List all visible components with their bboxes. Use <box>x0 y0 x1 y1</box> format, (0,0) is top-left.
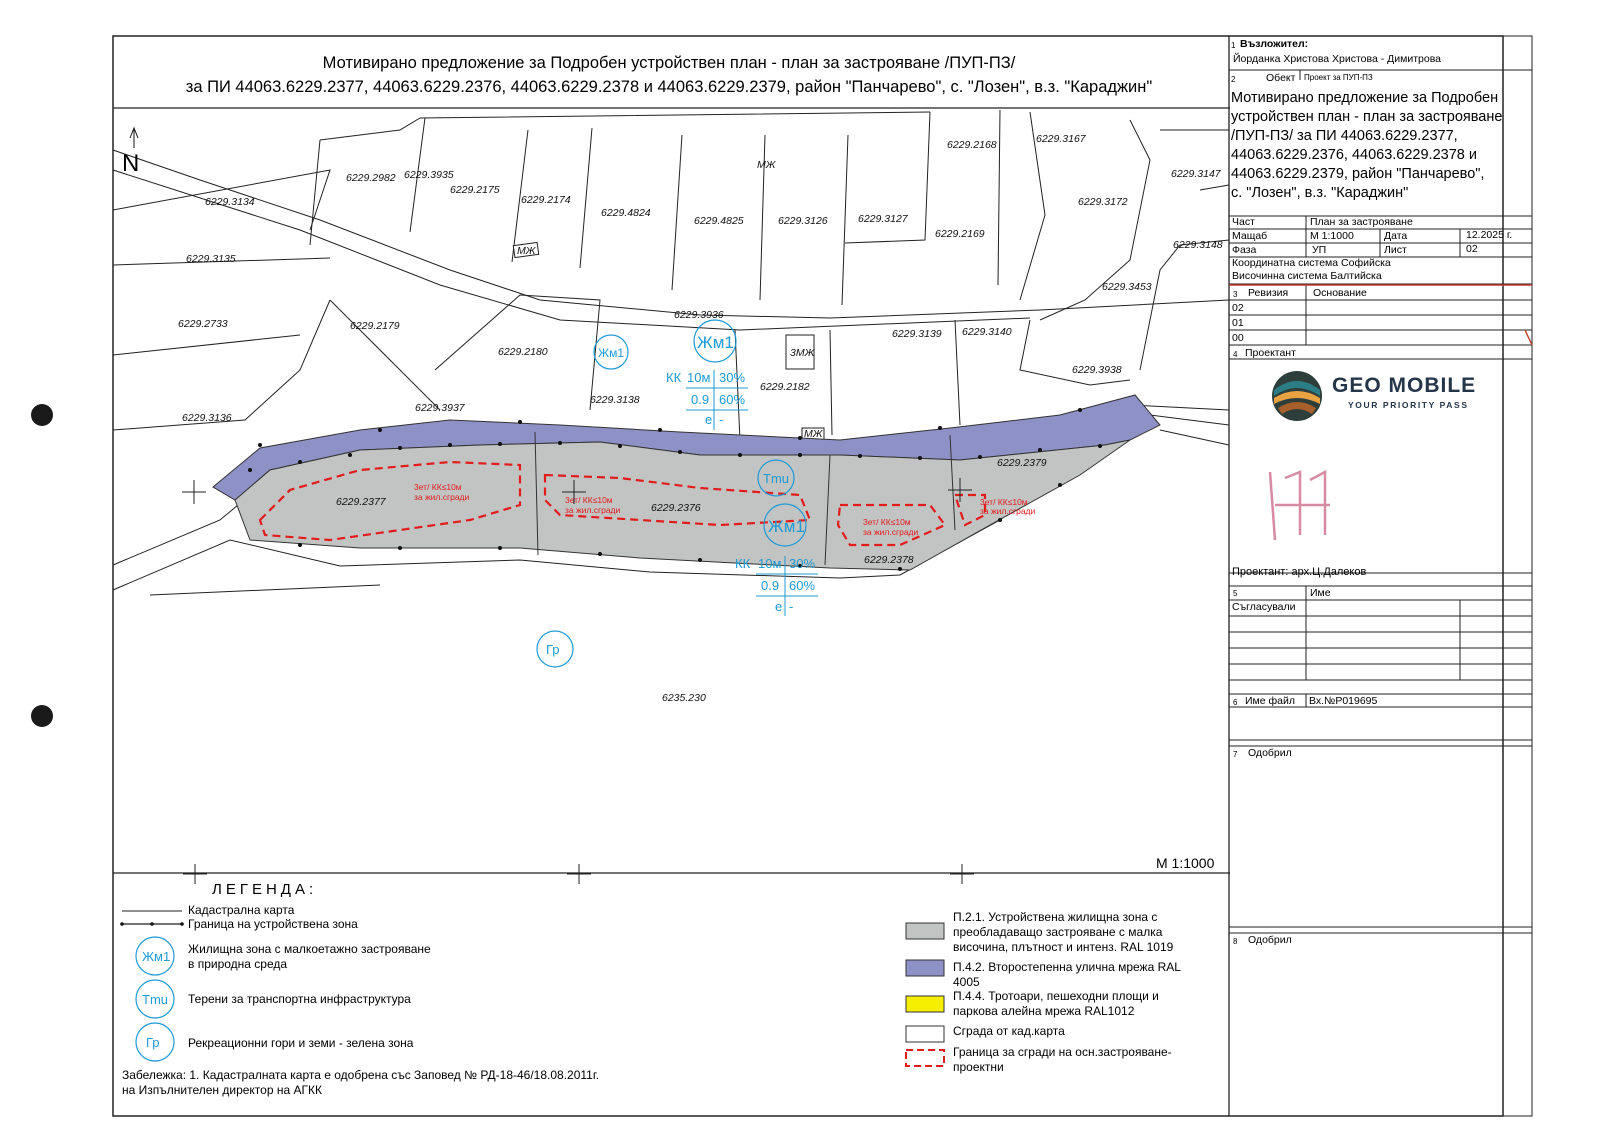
parcel-label: 6229.2168 <box>947 139 997 151</box>
zone-params-lower <box>735 556 815 614</box>
parcel-label: 6229.3138 <box>590 394 640 406</box>
parcel-label: 6229.2377 <box>336 496 386 508</box>
tb-section-number: 5 <box>1233 589 1238 598</box>
building-mark: МЖ <box>804 428 823 440</box>
limit-label: за жил.сгради <box>863 527 919 537</box>
tb-file-label: Име файл <box>1245 695 1295 707</box>
tb-section-number: 1 <box>1231 41 1236 50</box>
legend-p21-line3: височина, плътност и интенз. RAL 1019 <box>953 940 1174 954</box>
legend-zhm1-label: Жм1 <box>142 949 171 964</box>
parcel-label: 6229.3135 <box>186 253 236 265</box>
param-green: 60% <box>719 392 746 407</box>
limit-label: за жил.сгради <box>980 506 1036 516</box>
param-dash: - <box>789 599 794 614</box>
parcel-label: 6229.2175 <box>450 184 500 196</box>
tb-object-desc-2: устройствен план - план за застрояване <box>1231 109 1503 125</box>
tb-agreed-label: Съгласували <box>1232 601 1296 613</box>
tb-approved-2: Одобрил <box>1248 934 1292 946</box>
parcel-label: 6229.2169 <box>935 228 985 240</box>
limit-label: 3ет/ КК≤10м <box>565 495 613 505</box>
legend-p21-line1: П.2.1. Устройствена жилищна зона с <box>953 910 1158 924</box>
plan-title-line-2: за ПИ 44063.6229.2377, 44063.6229.2376, 44063.6229.2378 и 44063.6229.2379, район "Панчарево", с. "Лозен", в.з. "Караджин" <box>185 78 1153 96</box>
legend-zhm1-line1: Жилищна зона с малкоетажно застрояване <box>188 942 431 956</box>
legend-gr-label: Гр <box>146 1035 160 1050</box>
tb-basis-label: Основание <box>1313 287 1367 299</box>
zone-label-zhm1: Жм1 <box>768 517 805 536</box>
param-height: 10м <box>758 556 782 571</box>
parcel-label: 6229.4825 <box>694 215 744 227</box>
tb-revision-01: 01 <box>1232 317 1244 329</box>
param-dash: - <box>719 412 724 427</box>
tb-object-value: Проект за ПУП-ПЗ <box>1304 73 1373 82</box>
legend-zhm1-line2: в природна среда <box>188 957 288 971</box>
cadastral-buildings <box>513 242 824 440</box>
tb-revision-label: Ревизия <box>1248 287 1289 299</box>
tb-height-system: Височинна система Балтийска <box>1232 270 1382 282</box>
tb-phase-label: Фаза <box>1232 244 1257 256</box>
legend-zone-border: Граница на устройствена зона <box>188 917 358 931</box>
tb-object-desc-4: 44063.6229.2376, 44063.6229.2378 и <box>1231 147 1477 163</box>
tb-section-number: 2 <box>1231 75 1236 84</box>
north-label: N <box>122 150 140 177</box>
legend-tmu-label: Тmu <box>142 992 168 1007</box>
tb-coord-system: Координатна система Софийска <box>1232 257 1391 269</box>
tb-section-number: 8 <box>1233 937 1238 946</box>
legend-border-proj-line1: Граница за сгради на осн.застрояване- <box>953 1045 1172 1059</box>
legend-border-proj-line2: проектни <box>953 1060 1004 1074</box>
legend-p21-line2: преобладаващо застрояване с малка <box>953 925 1163 939</box>
param-density: 30% <box>719 370 746 385</box>
param-intensity: 0.9 <box>761 578 780 593</box>
parcel-label: 6229.2982 <box>346 172 396 184</box>
tb-assignor: Йорданка Христова Христова - Димитрова <box>1233 53 1442 65</box>
parcel-label: 6229.3148 <box>1173 239 1223 251</box>
parcel-label: 6229.3172 <box>1078 196 1128 208</box>
logo-mark-icon <box>1268 370 1326 422</box>
param-kk: КК <box>666 370 682 385</box>
zone-label-gr: Гр <box>546 642 560 657</box>
company-logo <box>1268 370 1326 422</box>
zone-label-zhm1: Жм1 <box>697 333 734 352</box>
parcel-label: 6229.2378 <box>864 554 914 566</box>
legend-building: Сграда от кад.карта <box>953 1024 1065 1038</box>
limit-label: 3ет/ КК≤10м <box>414 482 462 492</box>
legend-p42-line2: 4005 <box>953 975 980 989</box>
parcel-label: 6229.3139 <box>892 328 942 340</box>
parcel-label: 6229.3147 <box>1171 168 1221 180</box>
legend-p44-line1: П.4.4. Тротоари, пешеходни площи и <box>953 989 1159 1003</box>
limit-label: за жил.сгради <box>565 505 621 515</box>
param-intensity: 0.9 <box>691 392 710 407</box>
tb-object-desc-1: Мотивирано предложение за Подробен <box>1231 90 1499 106</box>
param-e: е <box>775 599 783 614</box>
tb-designer-name: Проектант: арх.Ц.Далеков <box>1232 566 1367 578</box>
legend-p42-line1: П.4.2. Второстепенна улична мрежа RAL <box>953 960 1181 974</box>
parcel-label: 6229.3127 <box>858 213 908 225</box>
parcel-label: 6229.3453 <box>1102 281 1152 293</box>
parcel-label: 6229.2376 <box>651 502 701 514</box>
tb-revision-02: 02 <box>1232 302 1244 314</box>
zone-params-upper <box>666 370 745 427</box>
building-mark: 3МЖ <box>790 347 815 359</box>
param-e: е <box>705 412 713 427</box>
parcel-label: 6229.3126 <box>778 215 828 227</box>
legend-p44-line2: паркова алейна мрежа RAL1012 <box>953 1004 1135 1018</box>
logo-tagline: YOUR PRIORITY PASS <box>1348 400 1469 410</box>
parcel-label: 6229.4824 <box>601 207 651 219</box>
parcel-label: 6229.3938 <box>1072 364 1122 376</box>
zone-label-zhm1: Жм1 <box>598 346 625 360</box>
tb-part-label: Част <box>1232 216 1255 228</box>
parcel-label: 6229.2179 <box>350 320 400 332</box>
parcel-label: 6229.3140 <box>962 326 1012 338</box>
parcel-label: 6229.2733 <box>178 318 228 330</box>
tb-sheet-label: Лист <box>1384 244 1407 256</box>
building-mark: МЖ <box>517 245 536 257</box>
parcel-label: 6229.3937 <box>415 402 465 414</box>
param-kk: КК <box>735 556 751 571</box>
parcel-label: 6229.3167 <box>1036 133 1086 145</box>
parcel-label: 6229.3134 <box>205 196 255 208</box>
stamp <box>1270 472 1330 540</box>
logo-name: GEO MOBILE <box>1332 374 1477 397</box>
scale-label: М 1:1000 <box>1156 855 1215 871</box>
tb-object-desc-3: /ПУП-ПЗ/ за ПИ 44063.6229.2377, <box>1231 128 1458 144</box>
limit-label: 3ет/ КК≤10м <box>980 497 1028 507</box>
tb-approved-1: Одобрил <box>1248 747 1292 759</box>
plan-title-line-1: Мотивирано предложение за Подробен устройствен план - план за застрояване /ПУП-ПЗ/ <box>322 54 1016 72</box>
tb-phase-value: УП <box>1312 244 1327 256</box>
legend-tmu: Терени за транспортна инфраструктура <box>188 992 411 1006</box>
tb-designer-label: Проектант <box>1245 347 1296 359</box>
legend-note-line1: Забележка: 1. Кадастралната карта е одобрена със Заповед № РД-18-46/18.08.2011г. <box>122 1068 600 1082</box>
zone-label-tmu: Тmu <box>763 471 789 486</box>
parcel-label: 6229.2174 <box>521 194 571 206</box>
legend-cadastral: Кадастрална карта <box>188 903 295 917</box>
param-height: 10м <box>687 370 711 385</box>
parcel-label: 6235.230 <box>662 692 706 704</box>
parcel-label: 6229.2180 <box>498 346 548 358</box>
tb-sheet-value: 02 <box>1466 243 1478 255</box>
tb-name-label: Име <box>1310 587 1331 599</box>
north-arrow <box>130 128 138 148</box>
tb-section-number: 3 <box>1233 290 1238 299</box>
tb-file-value: Вх.№Р019695 <box>1309 695 1378 707</box>
tb-scale-value: М 1:1000 <box>1310 230 1354 242</box>
parcel-label: 6229.2182 <box>760 381 810 393</box>
param-density: 30% <box>789 556 816 571</box>
tb-section-number: 7 <box>1233 750 1238 759</box>
limit-label: за жил.сгради <box>414 492 470 502</box>
legend-zone-labels <box>142 949 170 1050</box>
tb-revision-00: 00 <box>1232 332 1244 344</box>
parcel-label: 6229.3136 <box>182 412 232 424</box>
tb-section-number: 4 <box>1233 350 1238 359</box>
tb-object-label: Обект <box>1266 72 1296 84</box>
tb-date-label: Дата <box>1384 230 1408 242</box>
tb-object-desc-6: с. "Лозен", в.з. "Караджин" <box>1231 185 1409 201</box>
legend-note-line2: на Изпълнителен директор на АГКК <box>122 1083 322 1097</box>
legend-heading: ЛЕГЕНДА: <box>212 881 318 898</box>
parcel-label: 6229.3935 <box>404 169 454 181</box>
tb-section-number: 6 <box>1233 698 1238 707</box>
tb-date-value: 12.2025 г. <box>1466 229 1513 241</box>
tb-scale-label: Мащаб <box>1232 230 1268 242</box>
tb-part-value: План за застрояване <box>1310 216 1413 228</box>
tb-assignor-label: Възложител: <box>1240 38 1309 50</box>
building-mark: МЖ <box>757 159 776 171</box>
param-green: 60% <box>789 578 816 593</box>
parcel-label: 6229.2379 <box>997 457 1047 469</box>
parcel-label: 6229.3936 <box>674 309 724 321</box>
tb-object-desc-5: 44063.6229.2379, район "Панчарево", <box>1231 166 1485 182</box>
legend-gr: Рекреационни гори и земи - зелена зона <box>188 1036 414 1050</box>
limit-label: 3ет/ КК≤10м <box>863 517 911 527</box>
